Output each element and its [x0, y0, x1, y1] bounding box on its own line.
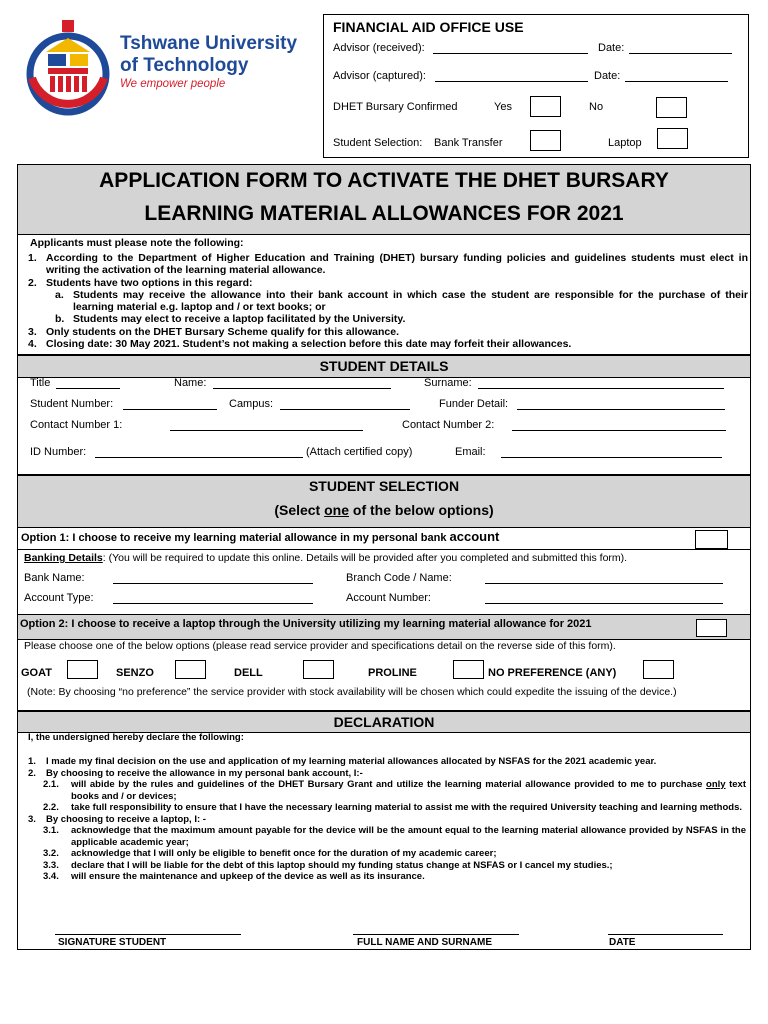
logo-emblem-icon [22, 14, 114, 124]
list-item-text: take full responsibility to ensure that I have the necessary learning material to assist me with the required University teaching and learning methods. [71, 802, 742, 813]
banking-details-label: Banking Details [24, 552, 103, 564]
list-item-text-pre: will abide by the rules and guidelines of the DHET Bursary Grant and utilize the learning material allowance provided to me to purchase [71, 779, 707, 790]
surname-field[interactable] [478, 388, 724, 389]
declaration-heading [18, 710, 750, 733]
list-item-number: 3.4. [43, 871, 59, 882]
list-item [28, 871, 746, 883]
option1-divider [18, 549, 750, 550]
list-item-number: 2.1. [43, 779, 59, 790]
signature-student-field[interactable] [55, 934, 241, 935]
contact1-label: Contact Number 1: [30, 419, 123, 431]
declaration-heading-text: DECLARATION [333, 714, 435, 730]
option2-band [18, 614, 750, 640]
advisor-received-date-label: Date: [598, 42, 625, 54]
bursary-no-label: No [589, 101, 604, 113]
list-item-text: acknowledge that I will only be eligible to benefit once for the duration of my academic career; [71, 848, 497, 859]
list-item [28, 779, 746, 802]
form-title-line2: LEARNING MATERIAL ALLOWANCES FOR 2021 [144, 202, 624, 225]
list-item-number: 2. [28, 276, 37, 289]
logo-tagline: We empower people [120, 78, 226, 90]
campus-label: Campus: [229, 398, 274, 410]
list-item-text-underlined: only [706, 779, 726, 790]
account-type-label: Account Type: [24, 592, 94, 604]
list-item [28, 802, 746, 814]
advisor-received-date-field[interactable] [629, 53, 732, 54]
provider-goat-label: GOAT [21, 667, 52, 679]
list-item-number: 3.3. [43, 859, 59, 871]
list-item-text: Students may receive the allowance into their bank account in which case the student are responsible for the purchase of their learning material e.g. laptop and / or text books; or [73, 288, 748, 314]
option2-label: Option 2: I choose to receive a laptop through the University utilizing my learning material allowance for 2021 [20, 618, 592, 630]
full-name-label: FULL NAME AND SURNAME [357, 937, 492, 948]
list-item [28, 825, 746, 848]
option2-checkbox[interactable] [696, 619, 727, 637]
subtitle-pre: (Select [274, 502, 325, 518]
list-item [28, 326, 748, 338]
list-item-text-post: text books and / or devices; [71, 779, 746, 802]
provider-any-checkbox[interactable] [643, 660, 674, 679]
logo-name-line1: Tshwane University [120, 33, 298, 54]
list-item [28, 338, 748, 350]
email-field[interactable] [501, 457, 722, 458]
date-label: DATE [609, 937, 636, 948]
provider-goat-checkbox[interactable] [67, 660, 98, 679]
bursary-no-checkbox[interactable] [656, 97, 687, 118]
provider-proline-label: PROLINE [368, 667, 417, 679]
list-item [28, 768, 746, 780]
list-item-number: a. [55, 288, 64, 301]
banking-details-desc: : (You will be required to update this online. Details will be provided after you completed and submitted this form). [102, 552, 628, 564]
provider-any-label: NO PREFERENCE (ANY) [488, 667, 617, 679]
list-item-number: 3.2. [43, 848, 59, 859]
option1-checkbox[interactable] [695, 530, 728, 549]
bursary-yes-checkbox[interactable] [530, 96, 561, 117]
student-details-heading-text: STUDENT DETAILS [319, 358, 449, 374]
list-item-number: 1. [28, 756, 36, 767]
laptop-label: Laptop [608, 137, 642, 149]
subtitle-post: of the below options) [349, 502, 494, 518]
logo-name-line2: of Technology [120, 55, 249, 76]
option2-instruction: Please choose one of the below options (please read service provider and specifications detail on the reverse side of this form). [24, 640, 616, 652]
list-item-number: 3. [28, 813, 36, 825]
list-item [28, 848, 746, 860]
id-number-field[interactable] [95, 457, 303, 458]
notes-list [28, 252, 748, 350]
financial-aid-office-box [323, 14, 749, 158]
list-item [28, 860, 746, 872]
contact2-label: Contact Number 2: [402, 419, 495, 431]
student-selection-label: Student Selection: [333, 137, 423, 149]
provider-dell-label: DELL [234, 667, 263, 679]
list-item-text: Students have two options in this regard: [46, 276, 253, 289]
bank-name-field[interactable] [113, 583, 313, 584]
advisor-received-label: Advisor (received): [333, 42, 425, 54]
id-number-label: ID Number: [30, 446, 87, 458]
title-label: Title [30, 377, 51, 389]
list-item-number: b. [55, 313, 65, 326]
list-item [28, 289, 748, 314]
title-field[interactable] [56, 388, 120, 389]
option1-label-end: account [449, 529, 500, 544]
list-item-number: 2. [28, 767, 36, 779]
email-label: Email: [455, 446, 486, 458]
list-item-number: 4. [28, 338, 37, 351]
list-item [28, 814, 746, 826]
form-title-block [18, 165, 750, 235]
account-type-field[interactable] [113, 603, 313, 604]
declaration-intro: I, the undersigned hereby declare the following: [28, 732, 244, 743]
campus-field[interactable] [280, 409, 410, 410]
option1-label-text: Option 1: I choose to receive my learning material allowance in my personal bank [21, 532, 447, 544]
list-item-text: By choosing to receive the allowance in my personal bank account, I:- [46, 767, 363, 779]
list-item-text: declare that I will be liable for the debt of this laptop should my funding status change at NSFAS or I cancel my studies.; [71, 859, 613, 871]
list-item-number: 2.2. [43, 802, 59, 813]
declaration-list [28, 756, 746, 883]
provider-dell-checkbox[interactable] [303, 660, 334, 679]
student-selection-subtitle [18, 502, 750, 518]
list-item [28, 313, 748, 325]
option1-label [21, 529, 499, 544]
student-number-label: Student Number: [30, 398, 114, 410]
list-item-text: will ensure the maintenance and upkeep of the device as well as its insurance. [71, 871, 425, 882]
name-field[interactable] [213, 388, 391, 389]
advisor-captured-date-field[interactable] [625, 81, 728, 82]
option2-note: (Note: By choosing “no preference” the service provider with stock availability will be chosen which could expedite the issuing of the device.) [27, 686, 677, 698]
list-item-text [71, 779, 746, 802]
list-item-text: Closing date: 30 May 2021. Student’s not making a selection before this date may forfeit their allowances. [46, 338, 572, 351]
student-details-heading [18, 354, 750, 378]
list-item-text: I made my final decision on the use and application of my learning material allowances allocated by NSFAS for the 2021 academic year. [46, 756, 657, 767]
surname-label: Surname: [424, 377, 472, 389]
funder-detail-field[interactable] [517, 409, 725, 410]
list-item [28, 277, 748, 289]
list-item-text: Only students on the DHET Bursary Scheme qualify for this allowance. [46, 325, 399, 338]
office-title: FINANCIAL AID OFFICE USE [333, 19, 524, 35]
bursary-confirmed-label: DHET Bursary Confirmed [333, 101, 458, 113]
list-item-text: According to the Department of Higher Education and Training (DHET) bursary funding policies and guidelines students must elect in writing the activation of the learning material allowance. [46, 252, 748, 277]
list-item-text: acknowledge that the maximum amount payable for the device will be the amount equal to the learning material allowance provided by NSFAS in the applicable academic year; [71, 825, 746, 848]
bank-transfer-checkbox[interactable] [530, 130, 561, 151]
advisor-received-field[interactable] [433, 53, 588, 54]
notes-heading: Applicants must please note the following: [30, 237, 244, 249]
provider-senzo-label: SENZO [116, 667, 154, 679]
funder-detail-label: Funder Detail: [439, 398, 509, 410]
bank-transfer-label: Bank Transfer [434, 137, 503, 149]
list-item [28, 252, 748, 277]
student-selection-heading [18, 474, 750, 528]
list-item-number: 3. [28, 325, 37, 338]
banking-details-text [24, 552, 627, 564]
date-field[interactable] [608, 934, 723, 935]
bank-name-label: Bank Name: [24, 572, 85, 584]
signature-student-label: SIGNATURE STUDENT [58, 937, 167, 948]
attach-note: (Attach certified copy) [306, 446, 413, 458]
university-logo [22, 14, 302, 124]
advisor-captured-field[interactable] [435, 81, 588, 82]
advisor-captured-label: Advisor (captured): [333, 70, 426, 82]
account-number-label: Account Number: [346, 592, 431, 604]
list-item-text: By choosing to receive a laptop, I: - [46, 813, 206, 825]
student-number-field[interactable] [123, 409, 217, 410]
form-title-line1: APPLICATION FORM TO ACTIVATE THE DHET BURSARY [99, 169, 669, 192]
branch-field[interactable] [485, 583, 723, 584]
student-selection-title: STUDENT SELECTION [308, 478, 460, 494]
contact1-field[interactable] [170, 430, 363, 431]
list-item [28, 756, 746, 768]
provider-proline-checkbox[interactable] [453, 660, 484, 679]
laptop-checkbox[interactable] [657, 128, 688, 149]
advisor-captured-date-label: Date: [594, 70, 621, 82]
list-item-number: 1. [28, 252, 37, 264]
list-item-number: 3.1. [43, 825, 59, 836]
subtitle-one: one [324, 502, 350, 518]
contact2-field[interactable] [512, 430, 726, 431]
account-number-field[interactable] [485, 603, 723, 604]
full-name-field[interactable] [353, 934, 519, 935]
name-label: Name: [174, 377, 207, 389]
list-item-text: Students may elect to receive a laptop facilitated by the University. [73, 313, 406, 326]
bursary-yes-label: Yes [494, 101, 512, 113]
provider-senzo-checkbox[interactable] [175, 660, 206, 679]
branch-label: Branch Code / Name: [346, 572, 452, 584]
